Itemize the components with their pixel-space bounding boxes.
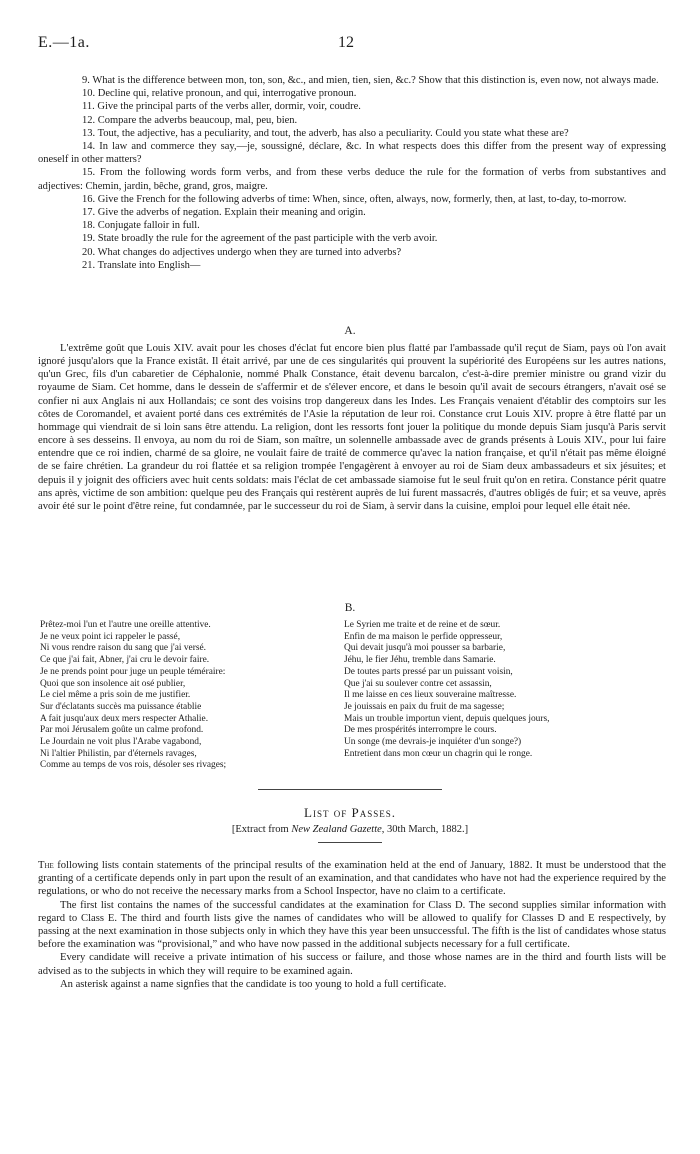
poem-line: Le Syrien me traite et de reine et de sœur. (344, 620, 501, 630)
intro-paragraph: The first list contains the names of the successful candidates at the examination for Class D. The second supplies similar information with regard to Class E. The third and fourth lists give the names of candidates who will be allowed to qualify for Classes D and E respectively, by passing at the next examination in those subjects only in which they have this year been unsuccessful. The fifth is the list of candidates whose status before the examination was “provisional,” and who have now passed in the additional subjects necessary for a full certificate. (38, 899, 666, 951)
gazette-name: New Zealand Gazette (291, 824, 382, 835)
section-a-passage: L'extrême goût que Louis XIV. avait pour les choses d'éclat fut encore bien plus flatté par l'ambassade qu'il reçut de Siam, pays où l'on avait ignoré jusqu'alors que la France existât. Il était arrivé, par une de ces singularités qui prouvent la supériorité des Européens sur les autres nations, qu'un Grec, fils d'un cabaretier de Céphalonie, nommé Phalk Constance, était devenu barcalon, c'est-à-dire premier ministre ou grand vizir du royaume de Siam. Cet homme, dans le dessein de s'affermir et de s'élever encore, et dans le besoin qu'il avait de secours étrangers, n'avait osé se confier ni aux Anglais ni aux Hollandais; ce sont des voisins trop dangereux dans les Indes. Les Français venaient d'établir des comptoirs sur les côtes de Coromandel, et avaient porté dans ces extrémités de l'Asie la réputation de leur roi. Constance crut Louis XIV. propre à être flatté par un hommage qui viendrait de si loin sans être attendu. La religion, dont les ressorts font jouer la politique du monde depuis Siam jusqu'à Paris servit encore à ses desseins. Il envoya, au nom du roi de Siam, son maître, un solennelle ambassade avec de grands présents à Louis XIV., pour lui faire entendre que ce roi indien, charmé de sa gloire, ne voulait faire de traité de commerce qu'avec la nation française, et qu'il n'était pas même éloigné de se faire chrétien. La grandeur du roi flattée et sa religion trompée l'engagèrent à envoyer au roi de Siam deux ambassadeurs et six jésuites; et depuis il y joignit des officiers avec huit cents soldats: mais l'éclat de cet ambassade siamoise fut le seul fruit qu'on en retira. Constance périt quatre ans après, victime de son ambition: quelque peu des Français qui restèrent auprès de lui furent massacrés, d'autres obligés de fuir; et sa veuve, après avoir été sur le point d'être reine, fut condamnée, par le successeur du roi de Siam, à servir dans la cuisine, emploi pour lequel elle était née. (38, 343, 666, 512)
poem-line: Ni vous rendre raison du sang que j'ai versé. (40, 643, 206, 654)
question-item: 9. What is the difference between mon, ton, son, &c., and mien, tien, sien, &c.? Show that this distinction is, even now, not always made. (82, 75, 659, 86)
section-divider (258, 789, 442, 790)
poem-line: Enfin de ma maison le perfide oppresseur, (344, 631, 503, 642)
poem-line: Entretient dans mon cœur un chagrin qui le ronge. (344, 748, 533, 759)
page-header-ref: E.—1a. (38, 34, 90, 51)
poem-line: Un songe (me devrais-je inquiéter d'un songe?) (344, 737, 522, 748)
question-item: 13. Tout, the adjective, has a peculiarity, and tout, the adverb, has also a peculiarity. Could you state what these are? (82, 127, 569, 139)
intro-paragraph: The following lists contain statements of the principal results of the examination held at the end of January, 1882. It must be understood that the granting of a certificate depends only in part upon the result of an examination, and that candidates who have not had the experience required by the regulations, or who do not receive the necessary marks from a School Inspector, have no claim to a certificate. (38, 860, 666, 898)
poem-line: Le Jourdain ne voit plus l'Arabe vagabond, (40, 737, 202, 748)
drop-word: The (38, 860, 54, 871)
question-item: 16. Give the French for the following adverbs of time: When, since, often, always, now, formerly, then, at last, to-day, to-morrow. (82, 193, 627, 205)
question-item: 18. Conjugate falloir in full. (82, 220, 200, 232)
question-list (38, 74, 666, 272)
question-item: 21. Translate into English— (82, 259, 201, 271)
extract-note: [Extract from New Zealand Gazette, 30th March, 1882.] (231, 824, 469, 835)
question-item: 14. In law and commerce they say,—je, soussigné, déclare, &c. In what respects does this differ from the present way of expressing oneself in other matters? (38, 141, 666, 166)
poem-line: Par moi Jérusalem goûte un calme profond. (40, 725, 204, 736)
poem-line: Sur d'éclatants succès ma puissance établie (40, 701, 202, 712)
question-item: 20. What changes do adjectives undergo when they are turned into adverbs? (82, 246, 402, 258)
poem-line: Le ciel même a pris soin de me justifier. (40, 690, 191, 701)
section-a-label: A. (344, 325, 356, 337)
poem-line: Il me laisse en ces lieux souveraine maîtresse. (344, 690, 517, 701)
short-divider (318, 842, 382, 843)
poem-line: Je jouissais en paix du fruit de ma sagesse; (344, 701, 505, 712)
list-of-passes-intro (38, 859, 666, 991)
poem-line: A fait jusqu'aux deux mers respecter Athalie. (40, 713, 209, 724)
question-item: 15. From the following words form verbs, and from these verbs deduce the rule for the formation of verbs from substantives and adjectives: Chemin, jardin, bêche, grand, gros, maigre. (38, 167, 666, 192)
question-item: 17. Give the adverbs of negation. Explain their meaning and origin. (82, 207, 366, 219)
poem-line: Jéhu, le fier Jéhu, tremble dans Samarie. (344, 655, 496, 666)
page-number: 12 (338, 34, 354, 51)
poem-line: De mes prospérités interrompre le cours. (344, 725, 497, 736)
poem-right-column (344, 620, 674, 760)
poem-line: Quoi que son insolence ait osé publier, (40, 678, 186, 689)
poem-line: Mais un trouble importun vient, depuis quelques jours, (344, 713, 550, 724)
intro-paragraph: An asterisk against a name signfies that the candidate is too young to hold a full certificate. (60, 978, 447, 990)
poem-line: Que j'ai su soulever contre cet assassin, (344, 678, 492, 689)
poem-line: De toutes parts pressé par un puissant voisin, (344, 666, 513, 677)
poem-line: Ni l'altier Philistin, par d'éternels ravages, (40, 748, 197, 759)
list-of-passes-title: List of Passes. (304, 805, 396, 820)
poem-line: Qui devait jusqu'à moi pousser sa barbarie, (344, 643, 506, 654)
question-item: 19. State broadly the rule for the agreement of the past participle with the verb avoir. (82, 233, 438, 245)
section-b-label: B. (344, 602, 356, 614)
poem-line: Je ne prends point pour juge un peuple téméraire: (40, 666, 226, 677)
poem-line: Comme au temps de vos rois, désoler ses rivages; (40, 760, 227, 771)
poem-line: Je ne veux point ici rappeler le passé, (40, 631, 181, 642)
question-item: 10. Decline qui, relative pronoun, and qui, interrogative pronoun. (82, 88, 357, 100)
poem-line: Prêtez-moi l'un et l'autre une oreille attentive. (40, 620, 211, 630)
question-item: 12. Compare the adverbs beaucoup, mal, peu, bien. (82, 114, 298, 126)
question-item: 11. Give the principal parts of the verbs aller, dormir, voir, coudre. (82, 101, 361, 113)
poem-left-column (40, 620, 340, 772)
poem-line: Ce que j'ai fait, Abner, j'ai cru le devoir faire. (40, 655, 210, 666)
intro-paragraph: Every candidate will receive a private intimation of his success or failure, and those whose names are in the third and fourth lists will be advised as to the subjects in which they will require to be examined again. (38, 952, 666, 977)
